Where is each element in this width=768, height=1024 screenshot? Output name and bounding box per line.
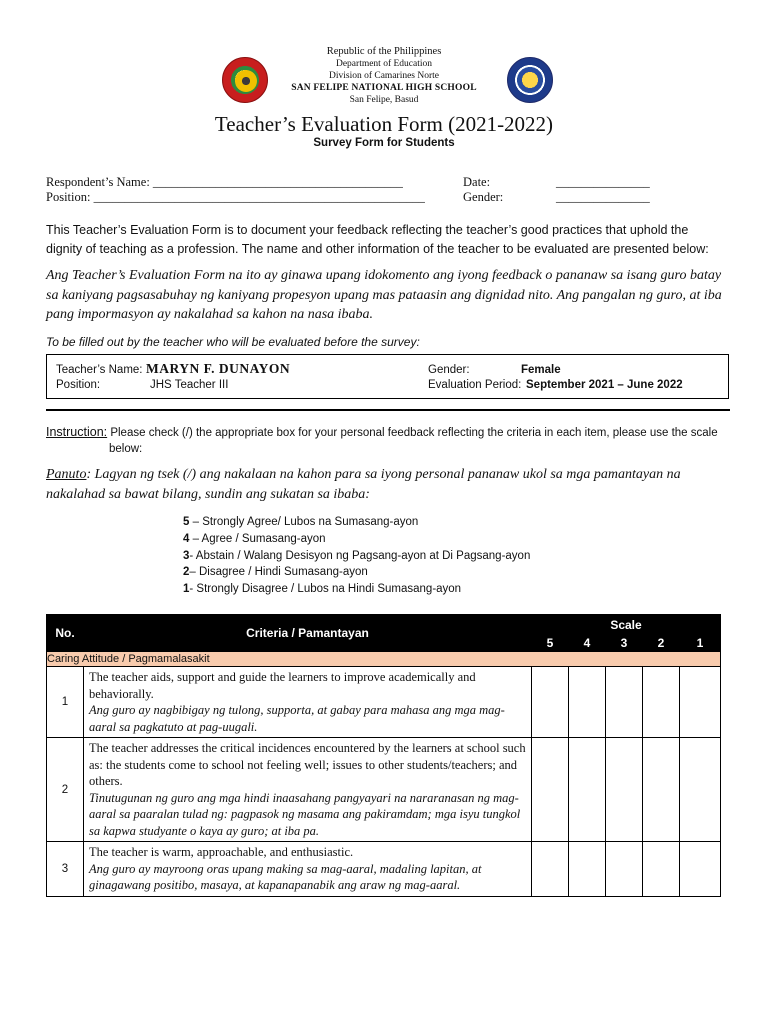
checkbox-cell-2[interactable] — [643, 667, 680, 738]
instruction-label: Instruction: — [46, 425, 108, 439]
intro-tagalog: Ang Teacher’s Evaluation Form na ito ay ginawa upang idokomento ang iyong feedback o pananaw sa isang guro batay sa kaniyang pagsasabuhay ng kaniyang propesyon upang mas pataasin ang dignidad nito. Ang pangalan ng guro, at iba pang impormasyon ay nakalahad sa kahon na nasa ibaba. — [46, 268, 722, 322]
criteria-english: The teacher is warm, approachable, and enthusiastic. — [89, 845, 354, 859]
checkbox-cell-1[interactable] — [680, 667, 721, 738]
criteria-tagalog: Ang guro ay mayroong oras upang making sa mag-aaral, madaling lapitan, at ginagawang positibo, masaya, at kapanapanabik ang araw ng mag-aaral. — [89, 861, 482, 892]
scale-item: 3- Abstain / Walang Desisyon ng Pagsang-ayon at Di Pagsang-ayon — [183, 549, 531, 562]
checkbox-cell-5[interactable] — [532, 842, 569, 897]
criteria-cell — [84, 842, 532, 897]
criteria-english: The teacher addresses the critical incidences encountered by the learners at school such as: the students come to school not feeling well; issues to other students/teachers; and others. — [89, 741, 526, 788]
division-line: Division of Camarines Norte — [328, 71, 440, 81]
criteria-cell — [84, 667, 532, 738]
checkbox-cell-5[interactable] — [532, 738, 569, 842]
scale-col-3: 3 — [606, 634, 643, 651]
criteria-tagalog: Tinutugunan ng guro ang mga hindi inaasahang pangyayari na nararanasan ng mag-aaral sa paaralan tulad ng: pagpasok ng masama ang pakiramdam; mga isyu tungkol sa kapwa studyante o kaya ay guro; at iba pa. — [89, 790, 521, 838]
panuto-label: Panuto — [46, 467, 87, 482]
row-number: 3 — [47, 842, 84, 897]
teacher-name-label: Teacher’s Name: — [56, 364, 143, 376]
checkbox-cell-3[interactable] — [606, 738, 643, 842]
school-name: SAN FELIPE NATIONAL HIGH SCHOOL — [291, 83, 477, 93]
page-title: Teacher’s Evaluation Form (2021-2022) — [214, 112, 554, 136]
criteria-table — [46, 614, 721, 897]
teacher-name: MARYN F. DUNAYON — [146, 361, 291, 376]
evaluation-period-label: Evaluation Period: — [428, 379, 522, 391]
scale-col-5: 5 — [532, 634, 569, 651]
checkbox-cell-2[interactable] — [643, 738, 680, 842]
scale-col-4: 4 — [569, 634, 606, 651]
teacher-position-label: Position: — [56, 379, 101, 391]
date-field[interactable]: _______________ — [556, 175, 650, 189]
divider — [46, 409, 730, 411]
date-label: Date: — [463, 175, 491, 189]
evaluation-period: September 2021 – June 2022 — [526, 379, 683, 391]
checkbox-cell-4[interactable] — [569, 738, 606, 842]
teacher-position: JHS Teacher III — [150, 379, 229, 391]
checkbox-cell-1[interactable] — [680, 738, 721, 842]
checkbox-cell-4[interactable] — [569, 667, 606, 738]
department-line: Department of Education — [335, 59, 433, 69]
row-number: 1 — [47, 667, 84, 738]
col-scale-header: Scale — [532, 615, 721, 635]
scale-item: 1- Strongly Disagree / Lubos na Hindi Sumasang-ayon — [183, 583, 462, 596]
page-subtitle: Survey Form for Students — [313, 137, 455, 149]
table-row — [47, 842, 721, 897]
row-number: 2 — [47, 738, 84, 842]
school-location: San Felipe, Basud — [349, 95, 419, 105]
col-no-header: No. — [47, 615, 84, 652]
republic-line: Republic of the Philippines — [326, 46, 442, 57]
teacher-gender: Female — [521, 364, 561, 376]
checkbox-cell-2[interactable] — [643, 842, 680, 897]
gender-field[interactable]: _______________ — [556, 190, 650, 204]
letterhead — [0, 46, 768, 106]
teacher-gender-label: Gender: — [428, 364, 470, 376]
instruction-text-cont: below: — [109, 443, 143, 455]
checkbox-cell-1[interactable] — [680, 842, 721, 897]
checkbox-cell-3[interactable] — [606, 842, 643, 897]
gender-label: Gender: — [463, 190, 504, 204]
criteria-cell — [84, 738, 532, 842]
table-header-row — [47, 615, 721, 635]
scale-item: 4 – Agree / Sumasang-ayon — [183, 532, 326, 545]
fill-out-note: To be filled out by the teacher who will be evaluated before the survey: — [46, 335, 420, 349]
instruction-text: Please check (/) the appropriate box for your personal feedback reflecting the criteria in each item, please use the scale — [107, 427, 718, 439]
checkbox-cell-3[interactable] — [606, 667, 643, 738]
panuto-text: : Lagyan ng tsek (/) ang nakalaan na kahon para sa iyong personal pananaw ukol sa mga pamantayan na nakalahad sa bawat bilang, sundin ang sukatan sa ibaba: — [46, 467, 681, 502]
checkbox-cell-4[interactable] — [569, 842, 606, 897]
table-row — [47, 667, 721, 738]
panuto — [46, 465, 736, 505]
category-row — [47, 652, 721, 667]
instruction — [46, 424, 736, 457]
respondent-name-field[interactable]: Respondent’s Name: ________________________________________ — [46, 175, 403, 189]
criteria-english: The teacher aids, support and guide the learners to improve academically and behaviorally. — [89, 670, 476, 701]
teacher-info-box — [46, 354, 729, 399]
intro-english: This Teacher’s Evaluation Form is to document your feedback reflecting the teacher’s good practices that uphold the dignity of teaching as a profession. The name and other information of the teacher to be evaluated are presented below: — [46, 223, 709, 256]
scale-item: 5 – Strongly Agree/ Lubos na Sumasang-ayon — [183, 516, 419, 528]
category-label: Caring Attitude / Pagmamalasakit — [47, 652, 721, 667]
respondent-position-field[interactable]: Position: _____________________________________________________ — [46, 190, 425, 204]
scale-item: 2– Disagree / Hindi Sumasang-ayon — [183, 566, 368, 579]
criteria-tagalog: Ang guro ay nagbibigay ng tulong, supporta, at gabay para mahasa ang mga mag-aaral sa pagkatuto at pag-uugali. — [89, 703, 505, 734]
scale-col-1: 1 — [680, 634, 721, 651]
scale-col-2: 2 — [643, 634, 680, 651]
checkbox-cell-5[interactable] — [532, 667, 569, 738]
table-row — [47, 738, 721, 842]
scale-legend — [183, 514, 530, 598]
col-criteria-header: Criteria / Pamantayan — [84, 615, 532, 652]
